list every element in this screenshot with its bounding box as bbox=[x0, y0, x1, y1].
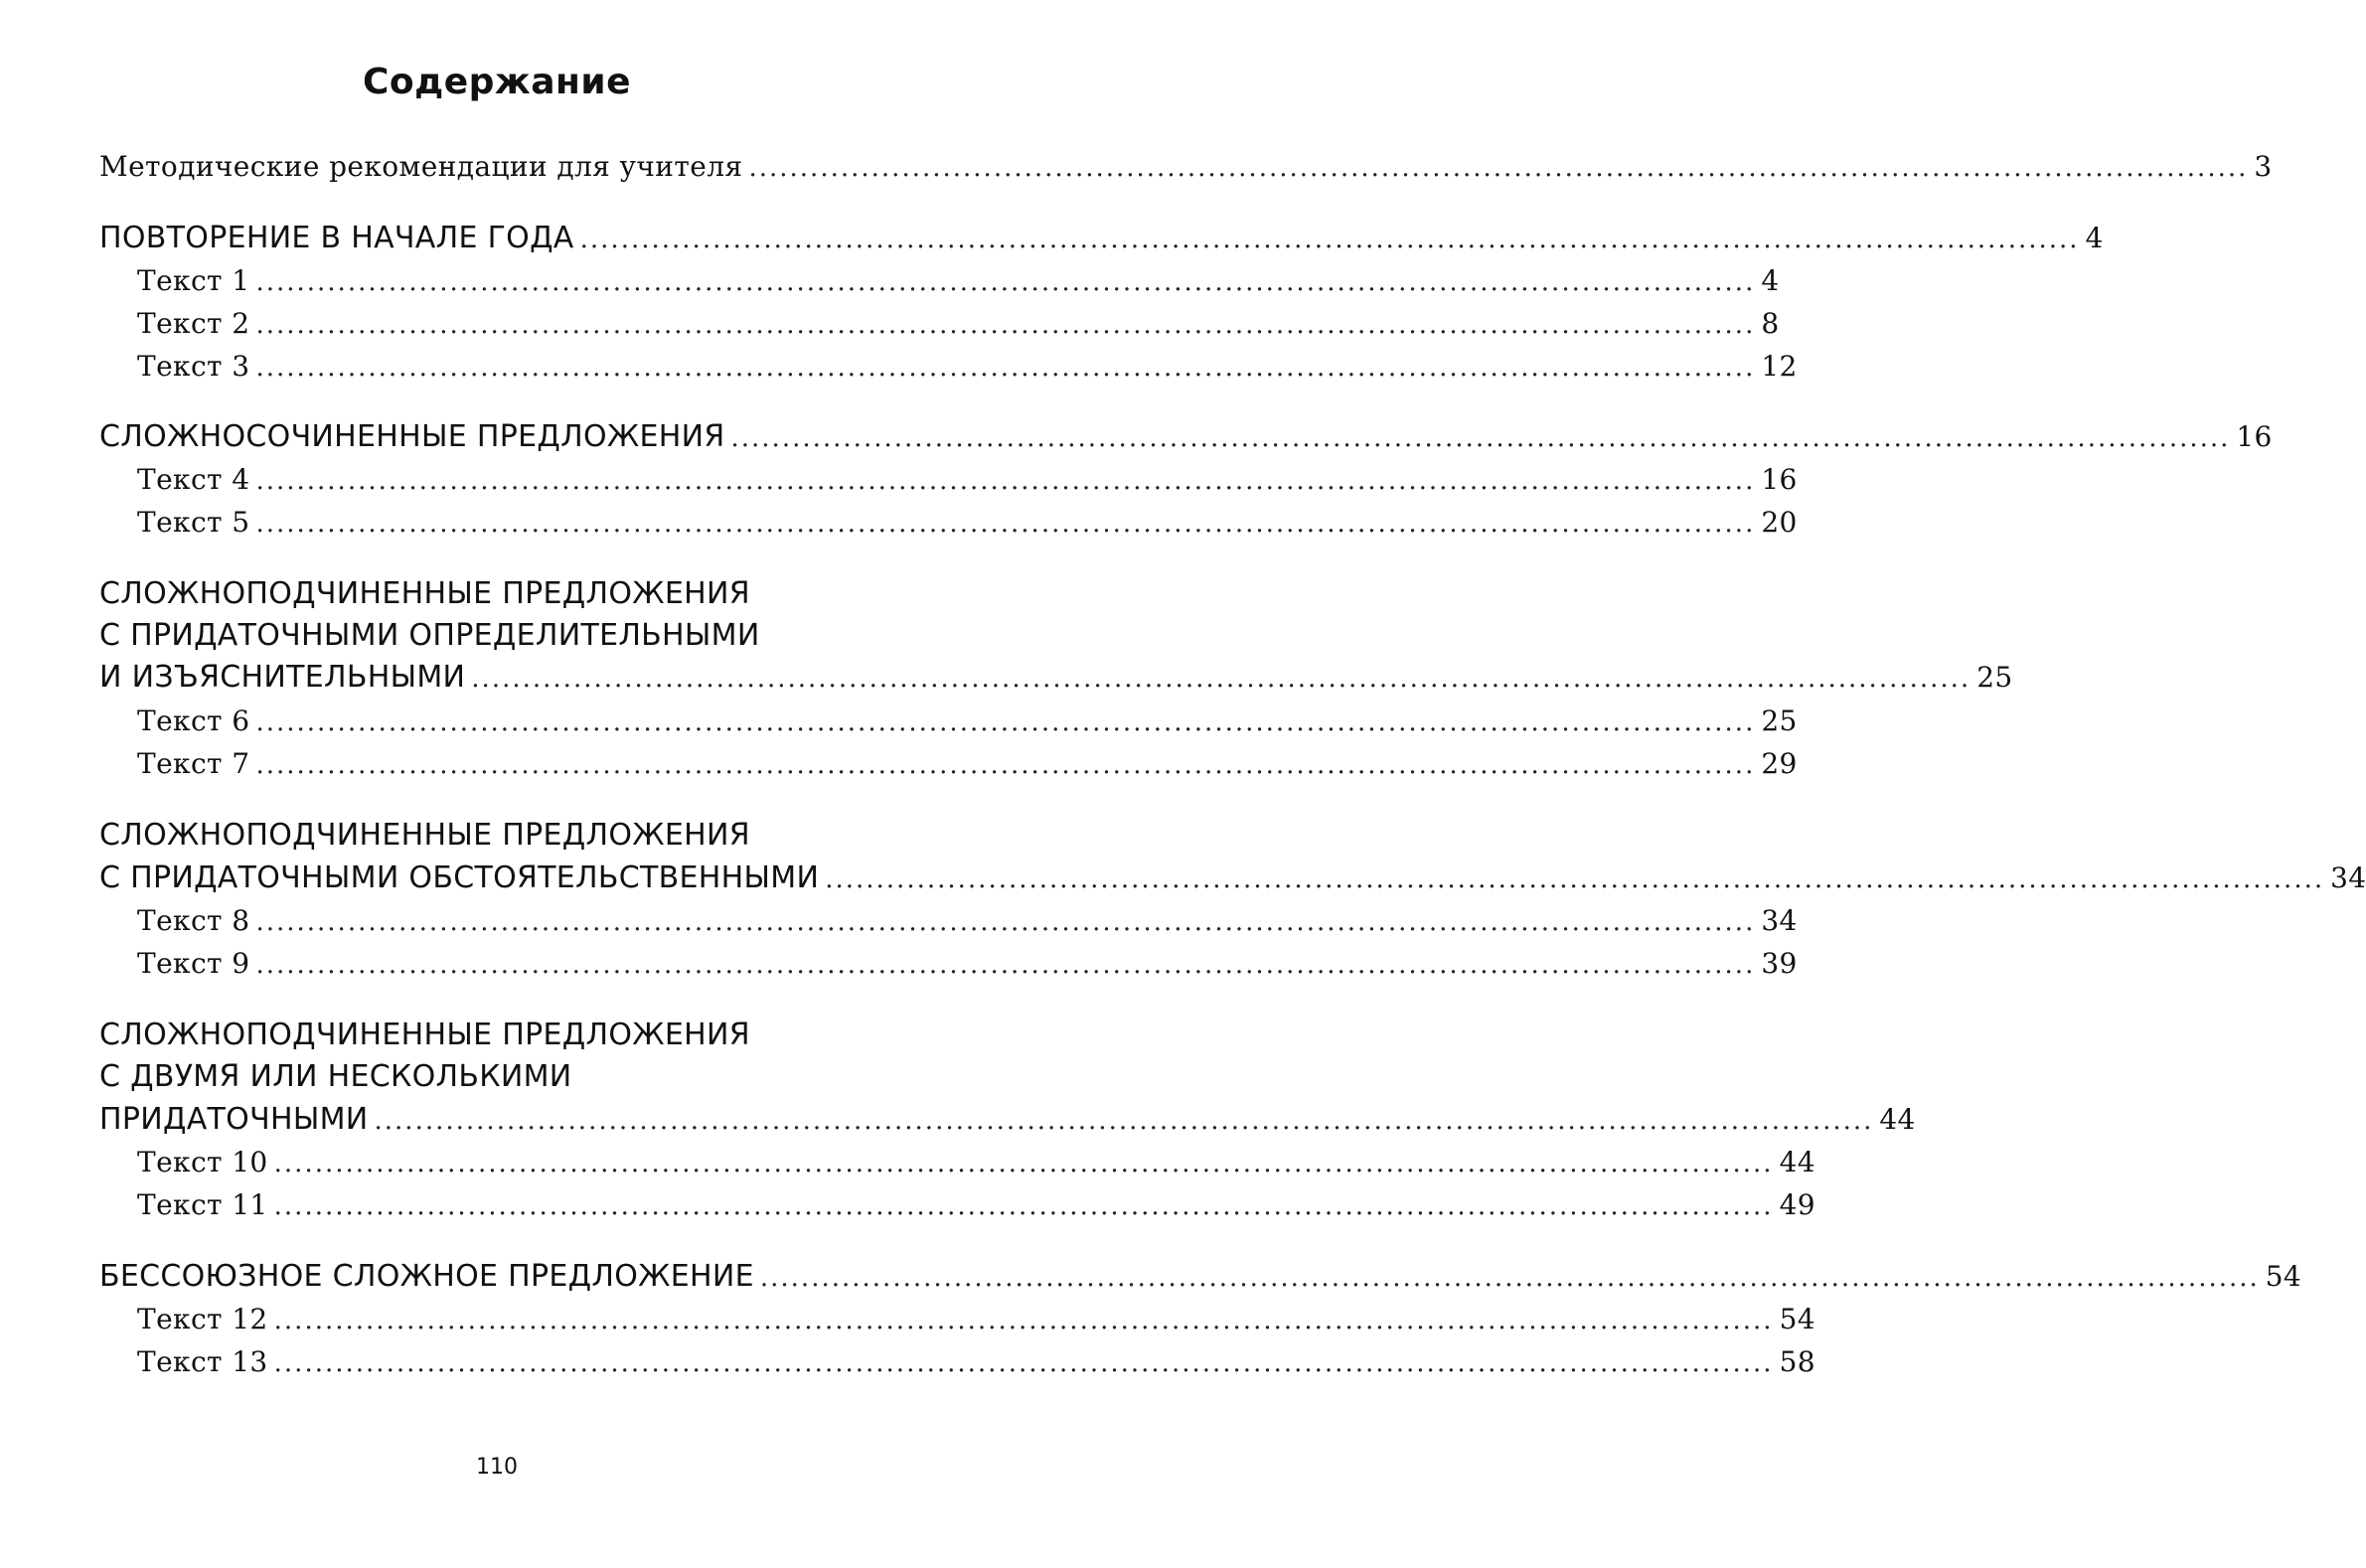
toc-entry-page: 25 bbox=[1761, 705, 1798, 737]
toc-entry-page: 58 bbox=[1779, 1345, 1815, 1378]
page-title: Содержание bbox=[362, 62, 632, 102]
toc-entry-label: Текст 1 bbox=[137, 264, 250, 297]
toc-entry-text-8[interactable] bbox=[137, 899, 1798, 943]
dot-leader: ................................................................................................................................................... bbox=[255, 267, 1756, 297]
toc-entry-text-12[interactable] bbox=[137, 1298, 1815, 1341]
toc-section-page: 25 bbox=[1976, 661, 2013, 694]
dot-leader: ................................................................................................................................................... bbox=[255, 907, 1756, 937]
toc-entry-text-13[interactable] bbox=[137, 1340, 1815, 1384]
toc-entry-label: Текст 9 bbox=[137, 947, 250, 980]
toc-entry-label: Текст 10 bbox=[137, 1146, 268, 1178]
toc-entry-text-5[interactable] bbox=[137, 501, 1798, 545]
toc-entry-page: 4 bbox=[1761, 264, 1780, 297]
toc-entry-method[interactable] bbox=[99, 145, 2273, 189]
dot-leader: ................................................................................................................................................... bbox=[255, 707, 1756, 737]
toc-section-3[interactable] bbox=[99, 656, 2013, 700]
toc-entry-label: Методические рекомендации для учителя bbox=[99, 150, 743, 183]
toc-entry-page: 49 bbox=[1779, 1188, 1815, 1221]
toc-section-label: С ПРИДАТОЧНЫМИ ОБСТОЯТЕЛЬСТВЕННЫМИ bbox=[99, 861, 820, 895]
dot-leader: ................................................................................................................................................... bbox=[748, 153, 2249, 183]
toc-entry-label: Текст 4 bbox=[137, 463, 250, 496]
toc-entry-text-1[interactable] bbox=[137, 259, 1780, 303]
toc-section-3-line-2: С ПРИДАТОЧНЫМИ ОПРЕДЕЛИТЕЛЬНЫМИ bbox=[99, 618, 760, 653]
dot-leader: ................................................................................................................................................... bbox=[255, 353, 1756, 383]
toc-section-2[interactable] bbox=[99, 415, 2273, 459]
toc-entry-text-2[interactable] bbox=[137, 302, 1780, 346]
dot-leader: ................................................................................................................................................... bbox=[255, 310, 1756, 340]
toc-entry-page: 16 bbox=[1761, 463, 1798, 496]
toc-entry-text-7[interactable] bbox=[137, 742, 1798, 786]
dot-leader: ................................................................................................................................................... bbox=[471, 664, 1972, 694]
toc-entry-page: 54 bbox=[1779, 1303, 1815, 1335]
toc-entry-text-9[interactable] bbox=[137, 942, 1798, 986]
page-number: 110 bbox=[476, 1455, 518, 1480]
dot-leader: ................................................................................................................................................... bbox=[273, 1348, 1774, 1378]
dot-leader: ................................................................................................................................................... bbox=[255, 466, 1756, 496]
toc-entry-page: 39 bbox=[1761, 947, 1798, 980]
dot-leader: ................................................................................................................................................... bbox=[255, 509, 1756, 539]
toc-entry-label: Текст 8 bbox=[137, 904, 250, 937]
toc-entry-label: Текст 7 bbox=[137, 747, 250, 780]
toc-entry-text-3[interactable] bbox=[137, 345, 1798, 389]
dot-leader: ................................................................................................................................................... bbox=[374, 1106, 1874, 1136]
toc-entry-label: Текст 11 bbox=[137, 1188, 268, 1221]
dot-leader: ................................................................................................................................................... bbox=[273, 1306, 1774, 1335]
toc-section-page: 34 bbox=[2330, 862, 2366, 894]
toc-section-label: ПРИДАТОЧНЫМИ bbox=[99, 1102, 369, 1137]
dot-leader: ................................................................................................................................................... bbox=[273, 1149, 1774, 1178]
toc-section-label: БЕССОЮЗНОЕ СЛОЖНОЕ ПРЕДЛОЖЕНИЕ bbox=[99, 1259, 754, 1294]
toc-entry-text-4[interactable] bbox=[137, 458, 1798, 502]
toc-section-page: 16 bbox=[2236, 420, 2273, 453]
toc-entry-page: 3 bbox=[2254, 150, 2273, 183]
dot-leader: ................................................................................................................................................... bbox=[273, 1191, 1774, 1221]
toc-entry-label: Текст 3 bbox=[137, 350, 250, 383]
toc-entry-label: Текст 6 bbox=[137, 705, 250, 737]
toc-section-page: 54 bbox=[2265, 1260, 2302, 1293]
toc-section-label: ПОВТОРЕНИЕ В НАЧАЛЕ ГОДА bbox=[99, 221, 574, 255]
toc-entry-label: Текст 12 bbox=[137, 1303, 268, 1335]
toc-section-page: 44 bbox=[1879, 1103, 1916, 1136]
toc-section-5-line-1: СЛОЖНОПОДЧИНЕННЫЕ ПРЕДЛОЖЕНИЯ bbox=[99, 1018, 750, 1052]
toc-section-label: СЛОЖНОСОЧИНЕННЫЕ ПРЕДЛОЖЕНИЯ bbox=[99, 419, 725, 454]
dot-leader: ................................................................................................................................................... bbox=[730, 423, 2231, 453]
toc-section-page: 4 bbox=[2085, 222, 2104, 254]
toc-entry-text-6[interactable] bbox=[137, 700, 1798, 743]
dot-leader: ................................................................................................................................................... bbox=[825, 864, 2325, 894]
toc-entry-page: 29 bbox=[1761, 747, 1798, 780]
toc-entry-text-10[interactable] bbox=[137, 1141, 1815, 1184]
toc-entry-label: Текст 2 bbox=[137, 307, 250, 340]
toc-section-4-line-1: СЛОЖНОПОДЧИНЕННЫЕ ПРЕДЛОЖЕНИЯ bbox=[99, 818, 750, 853]
toc-entry-page: 44 bbox=[1779, 1146, 1815, 1178]
dot-leader: ................................................................................................................................................... bbox=[759, 1263, 2260, 1293]
toc-entry-page: 8 bbox=[1761, 307, 1780, 340]
toc-section-4[interactable] bbox=[99, 857, 2366, 900]
dot-leader: ................................................................................................................................................... bbox=[255, 750, 1756, 780]
toc-entry-page: 20 bbox=[1761, 506, 1798, 539]
toc-section-6[interactable] bbox=[99, 1255, 2302, 1299]
toc-entry-page: 12 bbox=[1761, 350, 1798, 383]
toc-section-1[interactable] bbox=[99, 217, 2104, 260]
toc-entry-page: 34 bbox=[1761, 904, 1798, 937]
toc-entry-label: Текст 5 bbox=[137, 506, 250, 539]
toc-section-label: И ИЗЪЯСНИТЕЛЬНЫМИ bbox=[99, 660, 466, 695]
dot-leader: ................................................................................................................................................... bbox=[579, 225, 2080, 254]
toc-entry-label: Текст 13 bbox=[137, 1345, 268, 1378]
toc-section-3-line-1: СЛОЖНОПОДЧИНЕННЫЕ ПРЕДЛОЖЕНИЯ bbox=[99, 576, 750, 611]
toc-section-5-line-2: С ДВУМЯ ИЛИ НЕСКОЛЬКИМИ bbox=[99, 1059, 572, 1094]
toc-section-5[interactable] bbox=[99, 1098, 1916, 1142]
dot-leader: ................................................................................................................................................... bbox=[255, 950, 1756, 980]
toc-entry-text-11[interactable] bbox=[137, 1183, 1815, 1227]
